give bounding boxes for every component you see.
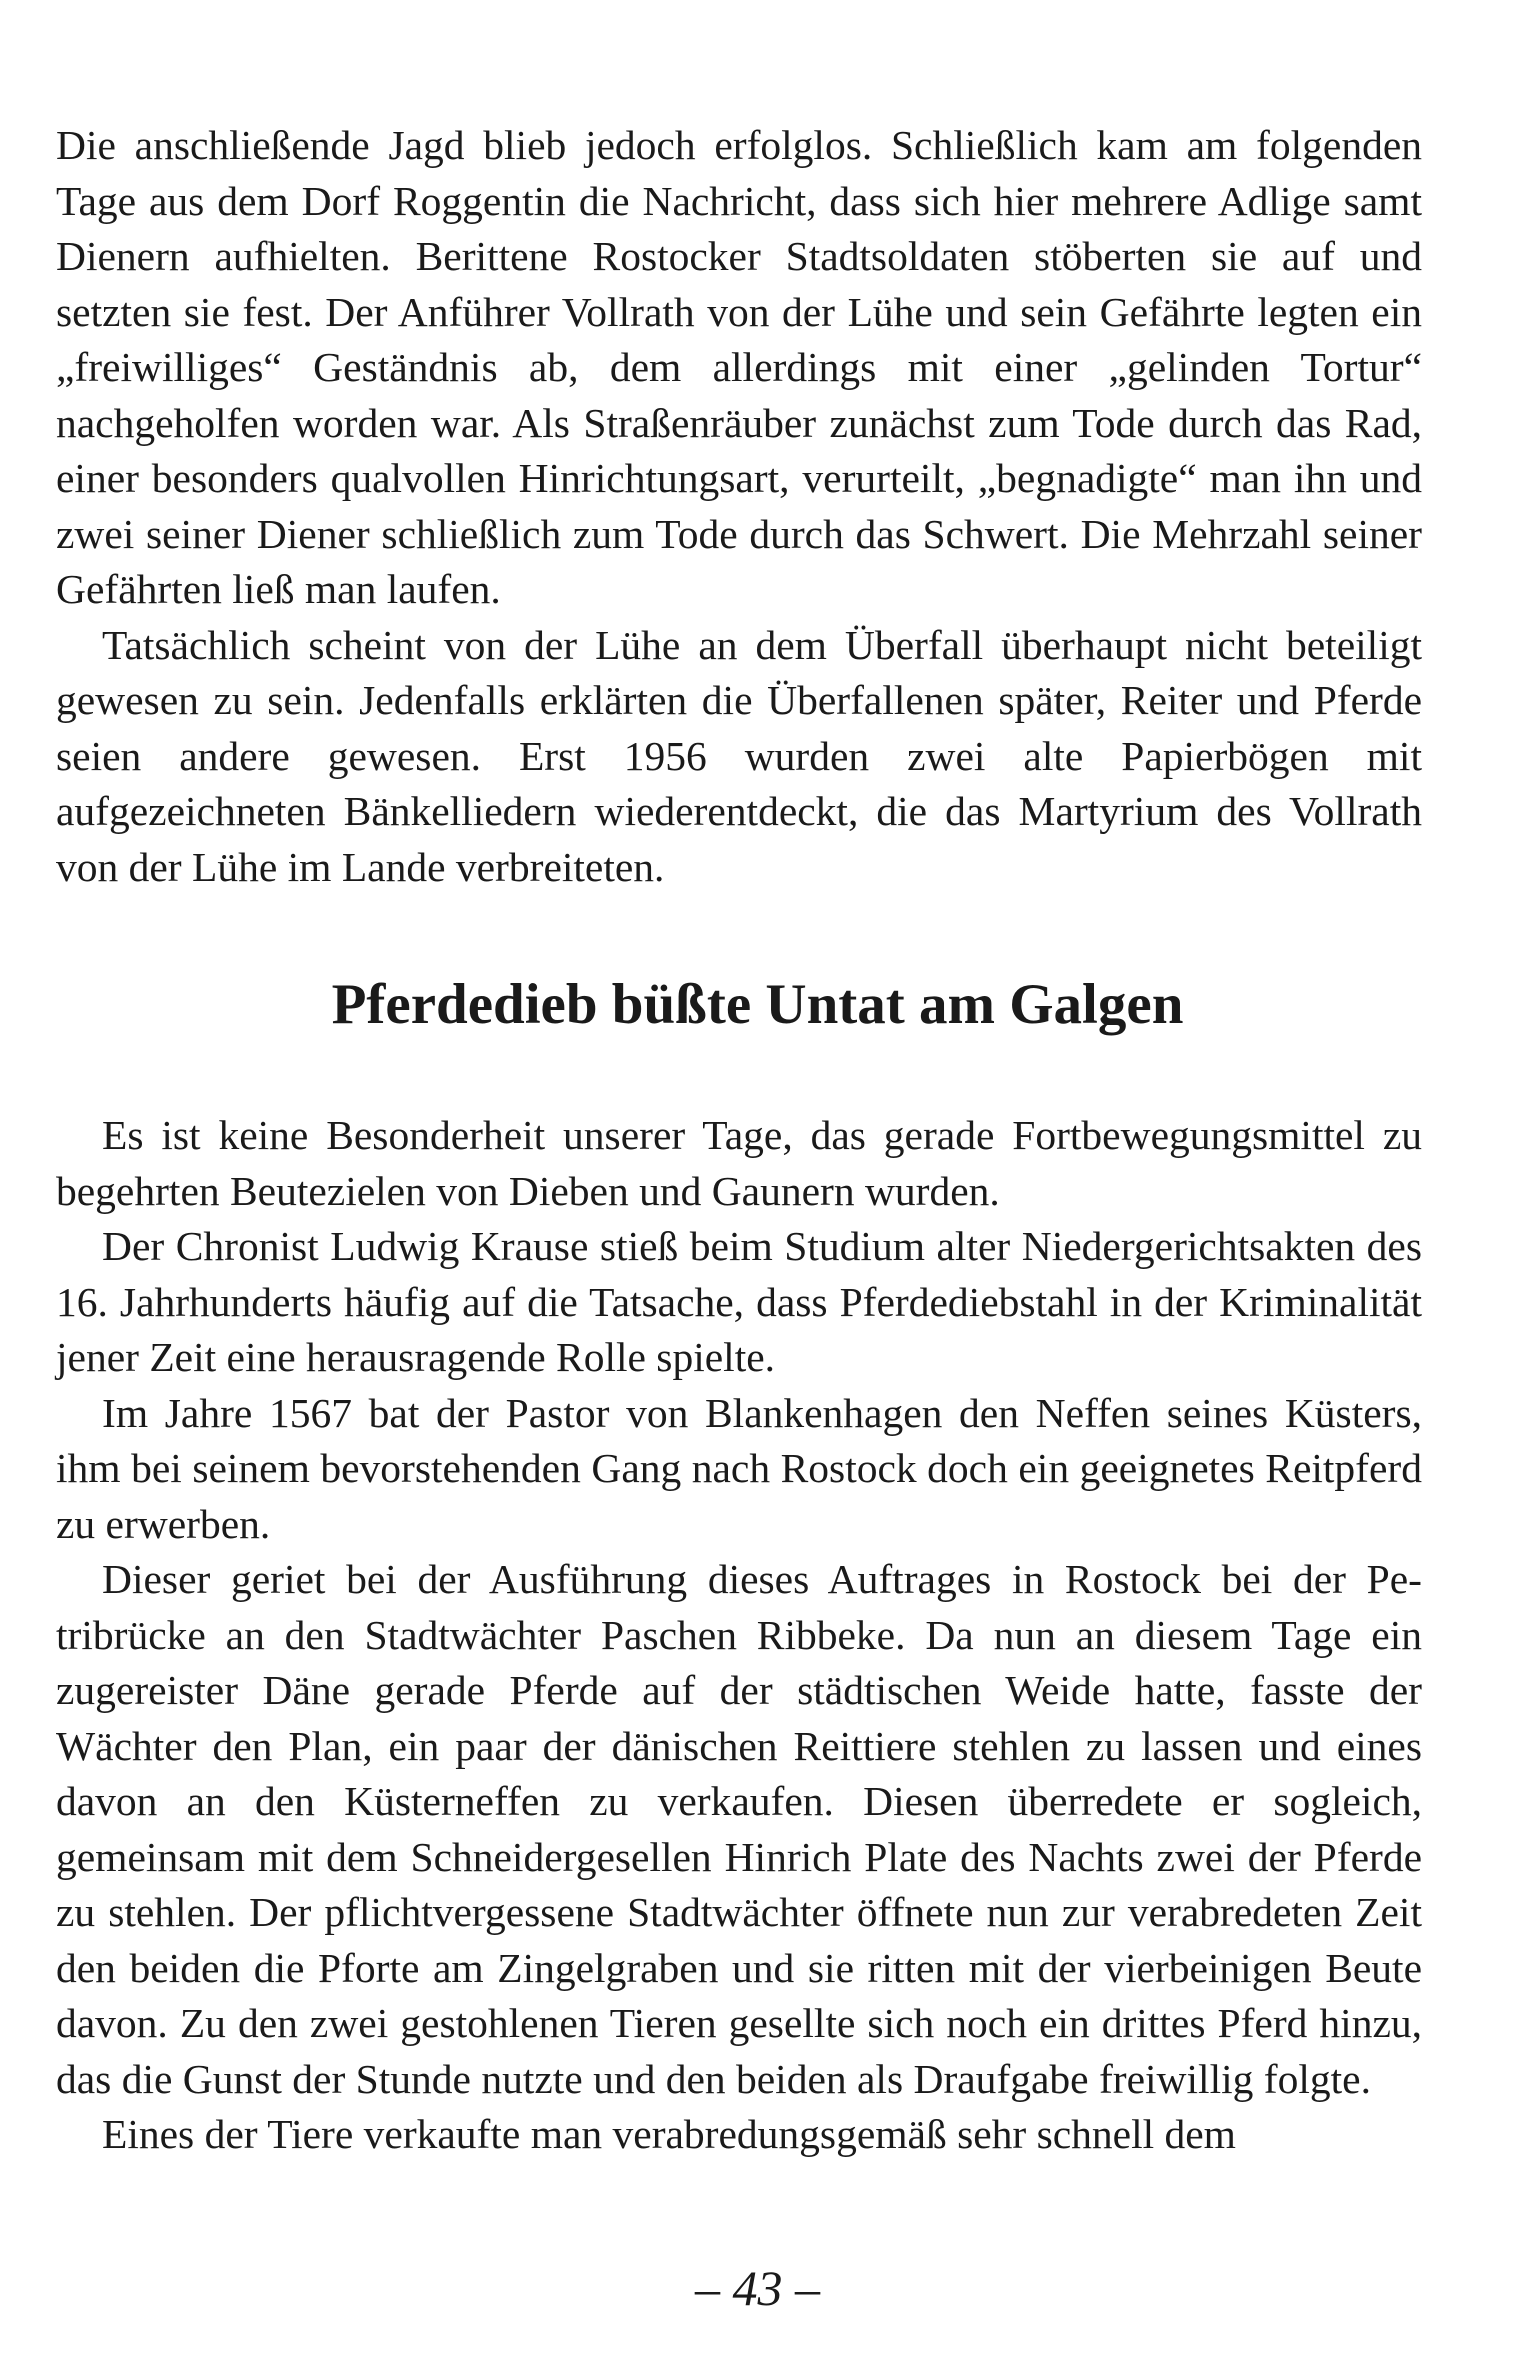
paragraph: Eines der Tiere verkaufte man verabredungsgemäß sehr schnell dem — [102, 2111, 1236, 2157]
paragraph: Dieser geriet bei der Ausführung dieses Auftrages in Rostock bei der Petribrücke an den Stadtwächter Paschen Ribbeke. Da nun an diesem Tage ein zugereister Däne gerade Pferde auf der städtischen Weide hatte, fasste der Wächter den Plan, ein paar der dänischen Reittiere stehlen zu lassen und eines davon an den Küsterneffen zu verkaufen. Diesen überredete er sogleich, gemeinsam mit dem Schneidergesellen Hinrich Plate des Nachts zwei der Pferde zu stehlen. Der pflichtvergessene Stadtwächter öffnete nun zur verabredeten Zeit den beiden die Pforte am Zingelgraben und sie ritten mit der vierbeinigen Beute davon. Zu den zwei gestohlenen Tieren gesellte sich noch ein drittes Pferd hinzu, das die Gunst der Stunde nutzte und den beiden als Draufgabe freiwillig folgte. — [56, 1556, 1422, 2102]
section-body — [56, 1108, 1422, 2163]
paragraph: Es ist keine Besonderheit unserer Tage, das gerade Fortbewegungsmittel zu begehrten Beutezielen von Dieben und Gaunern wurden. — [56, 1112, 1422, 1214]
paragraph: Die anschließende Jagd blieb jedoch erfolglos. Schließlich kam am folgenden Tage aus dem Dorf Roggentin die Nachricht, dass sich hier mehrere Adlige samt Dienern aufhielten. Berittene Rostocker Stadtsoldaten stöberten sie auf und setzten sie fest. Der Anführer Vollrath von der Lühe und sein Gefährte legten ein „freiwilliges“ Geständnis ab, dem allerdings mit einer „gelinden Tortur“ nachgeholfen worden war. Als Straßenräuber zunächst zum Tode durch das Rad, einer besonders qualvollen Hinrichtungsart, verurteilt, „begnadigte“ man ihn und zwei seiner Diener schließlich zum Tode durch das Schwert. Die Mehrzahl seiner Gefährten ließ man laufen. — [56, 122, 1422, 612]
paragraph: Der Chronist Ludwig Krause stieß beim Studium alter Niedergerichtsakten des 16. Jahrhunderts häufig auf die Tatsache, dass Pferdediebstahl in der Kriminalität jener Zeit eine herausragende Rolle spielte. — [56, 1223, 1422, 1380]
paragraph: Tatsächlich scheint von der Lühe an dem Überfall überhaupt nicht beteiligt gewesen zu sein. Jedenfalls erklärten die Überfallenen später, Reiter und Pferde seien andere gewesen. Erst 1956 wurden zwei alte Papierbögen mit aufgezeichneten Bänkelliedern wiederentdeckt, die das Martyrium des Vollrath von der Lühe im Lande verbreiteten. — [56, 621, 1422, 890]
continued-text-section — [56, 118, 1422, 895]
section-heading: Pferdedieb büßte Untat am Galgen — [331, 973, 1184, 1036]
page-number: – 43 – — [695, 2260, 820, 2316]
paragraph: Im Jahre 1567 bat der Pastor von Blankenhagen den Neffen seines Küsters, ihm bei seinem bevorstehenden Gang nach Rostock doch ein geeignetes Reitpferd zu erwerben. — [56, 1389, 1422, 1547]
